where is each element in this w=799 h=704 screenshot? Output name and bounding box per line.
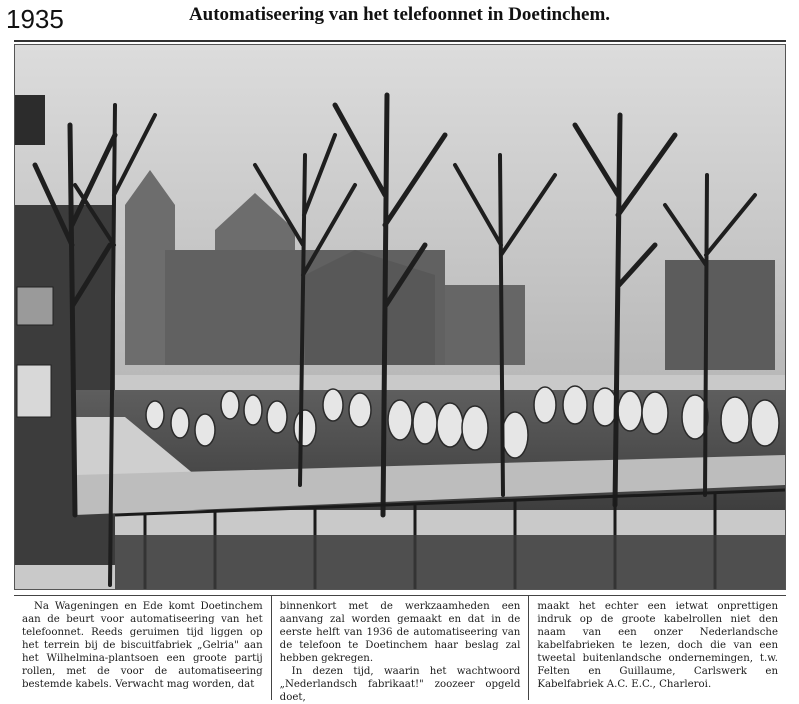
article-column-3 — [528, 596, 786, 700]
article-columns — [14, 595, 786, 703]
hedge — [115, 535, 785, 589]
article-paragraph: Na Wageningen en Ede komt Doetinchem aan de beurt voor automatiseering van het telefoonnet. Reeds geruimen tijd liggen op het terrein bij de biscuitfabriek „Gelria" aan het Wilhelmina-plantsoen een groote partij rollen, met de voor de automatiseering bestemde kabels. Verwacht mag worden, dat — [22, 601, 263, 690]
year-label: 1935 — [6, 4, 64, 34]
headline-rule — [14, 40, 786, 42]
article-paragraph: In dezen tijd, waarin het wachtwoord „Nederlandsch fabrikaat!" zoozeer opgeld doet, — [279, 666, 521, 703]
article-column-2 — [271, 596, 529, 703]
headline: Automatiseering van het telefoonnet in Doetinchem. — [188, 4, 611, 25]
article-paragraph: maakt het echter een ietwat onprettigen indruk op de groote kabelrollen niet den naam van een onzer Nederlandsche kabelfabrieken te lezen, doch die van een tweetal buitenlandsche ondernemingen, t.w. Felten en Guillaume, Carlswerk en Kabelfabriek A.C. E.C., Charleroi. — [537, 601, 779, 690]
newspaper-photo — [14, 44, 786, 590]
article-paragraph: binnenkort met de werkzaamheden een aanvang zal worden gemaakt en dat in de eerste helft van 1936 de automatiseering van de telefoon te Doetinchem haar beslag zal hebben gekregen. — [279, 601, 521, 664]
article-column-1 — [14, 596, 271, 700]
photo-illustration — [15, 45, 785, 589]
